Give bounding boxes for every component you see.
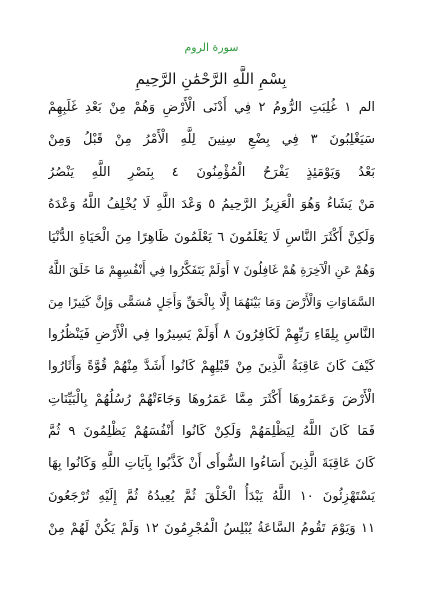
- verse-line: وَلَكِنَّ أَكْثَرَ النَّاسِ لَا يَعْلَمُونَ ٦ يَعْلَمُونَ ظَاهِرًا مِنَ الْحَيَاةِ الدُّنْيَا: [48, 229, 375, 245]
- verse-line: وَهُمْ عَنِ الْآخِرَةِ هُمْ غَافِلُونَ ٧ أَوَلَمْ يَتَفَكَّرُوا فِي أَنْفُسِهِمْ مَا خَلَقَ اللَّهُ: [48, 262, 375, 277]
- surah-title: سورة الروم: [184, 41, 239, 54]
- verse-line: كَانَ عَاقِبَةَ الَّذِينَ أَسَاءُوا السُّوأَى أَنْ كَذَّبُوا بِآيَاتِ اللَّهِ وَكَانُوا بِهَا: [48, 456, 375, 472]
- verse-line: الْأَرْضَ وَعَمَرُوهَا أَكْثَرَ مِمَّا عَمَرُوهَا وَجَاءَتْهُمْ رُسُلُهُمْ بِالْبَيِّنَاتِ: [48, 391, 375, 407]
- verse-lines: [48, 92, 375, 545]
- basmala: بِسْمِ اللَّهِ الرَّحْمَٰنِ الرَّحِيمِ: [135, 70, 287, 88]
- verse-line: كَيْفَ كَانَ عَاقِبَةُ الَّذِينَ مِنْ قَبْلِهِمْ كَانُوا أَشَدَّ مِنْهُمْ قُوَّةً وَأَثَارُوا: [48, 359, 375, 375]
- verse-line: سَيَغْلِبُونَ ٣ فِي بِضْعِ سِنِينَ لِلَّهِ الْأَمْرُ مِنْ قَبْلُ وَمِنْ: [48, 132, 375, 148]
- verse-line: الم ١ غُلِبَتِ الرُّومُ ٢ فِي أَدْنَى الْأَرْضِ وَهُمْ مِنْ بَعْدِ غَلَبِهِمْ: [48, 100, 375, 115]
- verse-line: السَّمَاوَاتِ وَالْأَرْضَ وَمَا بَيْنَهُمَا إِلَّا بِالْحَقِّ وَأَجَلٍ مُسَمًّى وَإِنَّ كَثِيرًا مِنَ: [48, 295, 375, 310]
- verse-line: فَمَا كَانَ اللَّهُ لِيَظْلِمَهُمْ وَلَكِنْ كَانُوا أَنْفُسَهُمْ يَظْلِمُونَ ٩ ثُمَّ: [48, 423, 375, 439]
- verse-line: بَعْدُ وَيَوْمَئِذٍ يَفْرَحُ الْمُؤْمِنُونَ ٤ بِنَصْرِ اللَّهِ يَنْصُرُ: [48, 164, 375, 180]
- verse-line: مَنْ يَشَاءُ وَهُوَ الْعَزِيزُ الرَّحِيمُ ٥ وَعْدَ اللَّهِ لَا يُخْلِفُ اللَّهُ وَعْدَهُ: [48, 197, 375, 213]
- verse-line: النَّاسِ بِلِقَاءِ رَبِّهِمْ لَكَافِرُونَ ٨ أَوَلَمْ يَسِيرُوا فِي الْأَرْضِ فَيَنْظُرُوا: [48, 326, 375, 342]
- verse-line: يَسْتَهْزِئُونَ ١٠ اللَّهُ يَبْدَأُ الْخَلْقَ ثُمَّ يُعِيدُهُ ثُمَّ إِلَيْهِ تُرْجَعُونَ: [48, 488, 375, 504]
- verse-line: ١١ وَيَوْمَ تَقُومُ السَّاعَةُ يُبْلِسُ الْمُجْرِمُونَ ١٢ وَلَمْ يَكُنْ لَهُمْ مِنْ: [48, 521, 375, 537]
